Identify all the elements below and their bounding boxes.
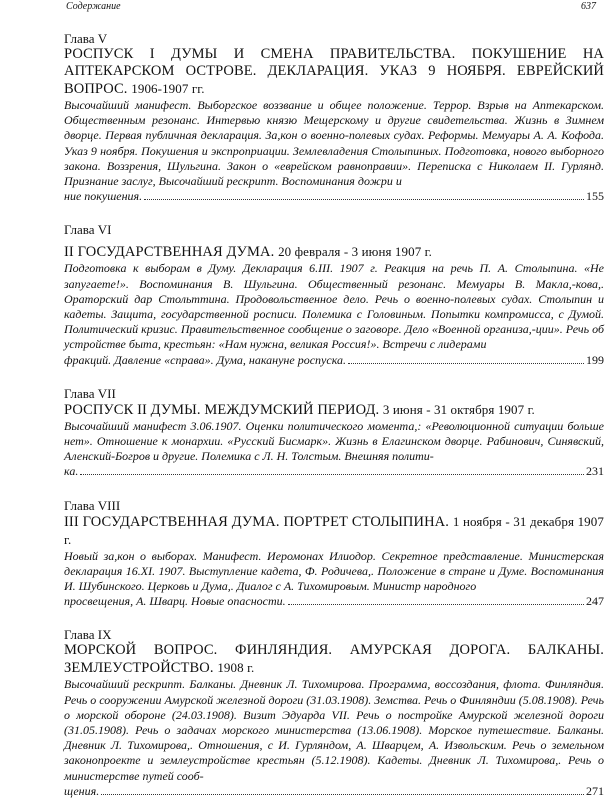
toc-leader-line — [64, 464, 604, 479]
table-of-contents — [64, 16, 604, 799]
chapter-summary-last-line: фракций. Давление «справа». Дума, накануне роспуска. — [64, 352, 347, 367]
chapter-title — [64, 513, 604, 549]
chapter-summary-text: Подготовка к выборам в Думу. Декларация 6.III. 1907 г. Реакция на речь П. А. Столыпина. «Не запугаете!». Воспоминания В. Шульгина. Общественный резонанс. Мемуары В. Макла,-кова,. Ораторский дар Стольттина. Продовольственное дело. Речь о военно-полевых судах. Столыпин и кадеты. Защита, государственной росписи. Полемика с Головиным. Попытки компромисса, с Думой. Политический кризис. Правительственное сообщение о заговоре. Дело «Военной организа,-ции». Речь об устройстве быта, крестьян: «Нам нужна, великая Россия!». Встречи с лидерами — [64, 261, 604, 352]
chapter-title-text: МОРСКОЙ ВОПРОС. ФИНЛЯНДИЯ. АМУРСКАЯ ДОРОГА. БАЛКАНЫ. ЗЕМЛЕУСТРОЙСТВО. — [64, 642, 604, 677]
chapter-title — [64, 243, 604, 261]
chapter-summary-last-line: ка. — [64, 464, 79, 479]
chapter-page-number[interactable]: 231 — [586, 464, 604, 479]
dot-leader — [348, 354, 584, 364]
chapter-viii — [64, 498, 604, 610]
chapter-title — [64, 642, 604, 677]
chapter-ix — [64, 627, 604, 799]
running-head-title: Содержание — [66, 1, 121, 12]
chapter-title-text: II ГОСУДАРСТВЕННАЯ ДУМА. — [64, 244, 275, 261]
chapter-title — [64, 46, 604, 98]
chapter-summary — [64, 261, 604, 352]
chapter-vi — [64, 222, 604, 367]
dot-leader — [80, 465, 584, 475]
chapter-label: Глава VII — [64, 385, 116, 401]
running-head — [0, 0, 610, 14]
chapter-title-text: РОСПУСК II ДУМЫ. МЕЖДУМСКИЙ ПЕРИОД. — [64, 401, 380, 418]
chapter-label: Глава V — [64, 31, 108, 46]
chapter-v — [64, 31, 604, 204]
chapter-page-number[interactable]: 247 — [586, 594, 604, 609]
chapter-summary — [64, 677, 604, 783]
chapter-summary-last-line: щения. — [64, 783, 100, 798]
toc-leader-line — [64, 353, 604, 368]
chapter-dates: 1 ноября - 31 декабря 1907 г. — [64, 513, 604, 547]
dot-leader — [144, 190, 584, 200]
toc-leader-line — [64, 594, 604, 609]
dot-leader — [288, 595, 584, 605]
chapter-summary — [64, 98, 604, 189]
chapter-label: Глава VIII — [64, 497, 121, 513]
chapter-summary-last-line: просвещения, А. Шварц. Новые опасности. — [64, 594, 286, 609]
chapter-summary — [64, 419, 604, 465]
chapter-page-number[interactable]: 155 — [586, 189, 604, 204]
chapter-dates: 3 июня - 31 октября 1907 г. — [382, 401, 535, 417]
toc-leader-line — [64, 784, 604, 799]
chapter-summary-text: Высочайший манифест. Выборгское воззвание и общее положение. Террор. Взрыв на Аптекарском. Общественным резонанс. Интервью князю Мещерскому и другие свидетельства. Жизнь в Зимнем дворце. Первая публичная декларация. За,кон о военно-полевых судах. Реформы. Мемуары А. А. Кофода. Указ 9 ноября. Покушения и экспроприации. Землевладения Столыпиных. Подготовка, нового выборного закона. Воззрения, Шульгина. Закон о «еврейском равноправии». Переписка с Николаем II. Гурлянд. Признание заслуг, Высочайший рескрипт. Воспоминания дожри и — [64, 98, 604, 189]
chapter-summary-text: Новый за,кон о выборах. Манифест. Иеромонах Илиодор. Секретное представление. Министерская декларация 16.XI. 1907. Выступление кадета, Ф. Родичева,. Положение в стране и Думе. Воспоминания И. Шубинского. Церковь и Дума,. Диалог с А. Тихомировым. Министр народного — [64, 548, 604, 594]
chapter-label: Глава IX — [64, 627, 112, 643]
chapter-summary-last-line: ние покушения. — [64, 189, 143, 204]
chapter-vii — [64, 386, 604, 480]
chapter-title — [64, 401, 604, 419]
chapter-dates: 1906-1907 гг. — [131, 81, 205, 96]
toc-leader-line — [64, 189, 604, 204]
chapter-label: Глава VI — [64, 222, 112, 238]
chapter-page-number[interactable]: 199 — [586, 352, 604, 367]
chapter-summary — [64, 549, 604, 595]
chapter-dates: 20 февраля - 3 июня 1907 г. — [278, 244, 432, 260]
chapter-title-text: III ГОСУДАРСТВЕННАЯ ДУМА. ПОРТРЕТ СТОЛЫПИНА. — [64, 513, 449, 530]
dot-leader — [101, 785, 584, 795]
chapter-page-number[interactable]: 271 — [586, 783, 604, 798]
chapter-dates: 1908 г. — [217, 660, 255, 676]
chapter-summary-text: Высочайший рескрипт. Балканы. Дневник Л. Тихомирова. Программа, воссоздания, флота. Финляндия. Речь о сооружении Амурской железной дороги (31.03.1908). Земства. Речь о Финляндии (5.08.1908). Речь о морской обороне (24.03.1908). Визит Эдуарда VII. Речь о постройке Амурской железной дороги (31.05.1908). Речь о задачах морского министерства (13.06.1908). Морское путешествие. Балканы. Дневник Л. Тихомирова,. Отношения, с И. Гурляндом, А. Шварцем, А. Извольским. Речь о земельном законопроекте и землеустройстве крестьян (5.12.1908). Кадеты. Дневник Л. Тихомирова,. Речь о министерстве путей сооб- — [64, 677, 604, 783]
running-head-page-number: 637 — [581, 1, 596, 12]
chapter-summary-text: Высочайший манифест 3.06.1907. Оценки политического момента,: «Революционной ситуации больше нет». Отношение к монархии. «Русский Бисмарк». Жизнь в Елагинском дворце. Рабинович, Синявский, Аленский-Богров и другие. Полемика с Л. Н. Толстым. Внешняя полити- — [64, 418, 604, 464]
chapter-title-text: РОСПУСК I ДУМЫ И СМЕНА ПРАВИТЕЛЬСТВА. ПОКУШЕНИЕ НА АПТЕКАРСКОМ ОСТРОВЕ. ДЕКЛАРАЦИЯ. УКАЗ 9 НОЯБРЯ. ЕВРЕЙСКИЙ ВОПРОС. — [64, 46, 604, 97]
